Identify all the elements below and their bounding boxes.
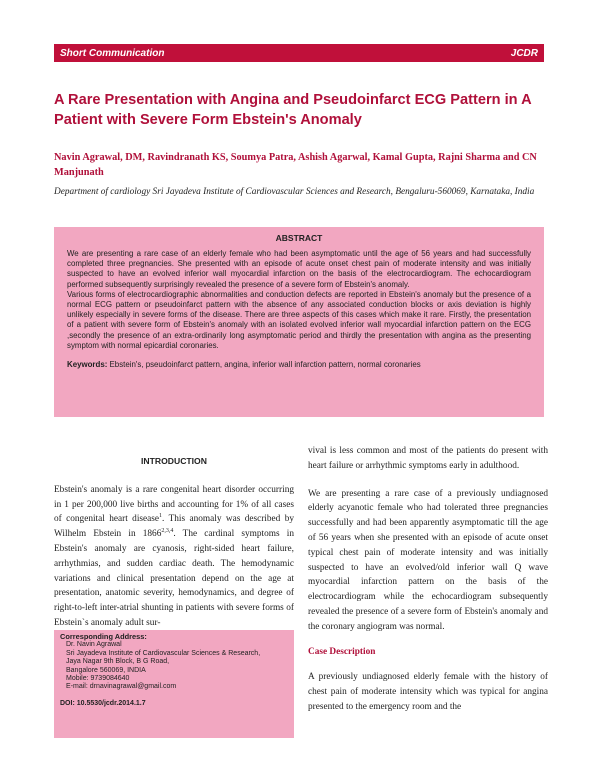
correspondence-line: Sri Jayadeva Institute of Cardiovascular Sciences & Research, <box>66 649 261 657</box>
citation-2: 2,3,4 <box>161 528 174 535</box>
correspondence-box <box>54 630 294 738</box>
affiliation: Department of cardiology Sri Jayadeva Institute of Cardiovascular Sciences and Research, Bengaluru-560069, Karnataka, India <box>54 187 535 197</box>
keywords-text: Ebstein's, pseudoinfarct pattern, angina, inferior wall infarction pattern, normal coronaries <box>109 360 421 370</box>
correspondence-line: Dr. Navin Agrawal <box>66 641 122 649</box>
correspondence-heading: Corresponding Address: <box>60 632 147 641</box>
case-description-heading: Case Description <box>308 646 376 657</box>
right-column <box>308 444 548 715</box>
case-summary-paragraph: We are presenting a rare case of a previously undiagnosed elderly acyanotic female who had tolerated three pregnancies successfully and had been apparently asymptomatic till the age of 56 years when she presented with an episode of acute onset typical chest pain of moderate intensity and was initially suspected to have an evolved/old inferior wall Q wave myocardial infarction pattern on the basis of the electrocardiogram while the echocardiogram subsequently revealed the presence of a severe form of Ebstein's anomaly and the coronary angiogram was normal. <box>308 488 548 632</box>
introduction-heading: INTRODUCTION <box>141 456 207 466</box>
introduction-paragraph <box>54 483 294 631</box>
author-list: Navin Agrawal, DM, Ravindranath KS, Soumya Patra, Ashish Agarwal, Kamal Gupta, Rajni Sharma and CN Manjunath <box>54 152 537 178</box>
citation-1: 1 <box>159 513 163 520</box>
keywords <box>67 360 531 370</box>
journal-name: JCDR <box>510 47 538 59</box>
correspondence-line: Mobile: 9739084640 <box>66 675 130 683</box>
keywords-label: Keywords: <box>67 360 108 370</box>
intro-continuation: vival is less common and most of the patients do present with heart failure or arrhythmic symptoms early in adulthood. <box>308 446 548 471</box>
abstract-paragraph-2: Various forms of electrocardiographic abnormalities and conduction defects are reported in Ebstein's anomaly but the presence of a normal ECG pattern or pseudoinfarct pattern with the absence of any associated conduction blocks or axis deviation is highly unlikely especially in severe forms of the disease. There are three aspects of this cases which make it rare. Firstly, the presentation of a patient with severe form of Ebstein's anomaly with an isolated evolved inferior wall myocardial infarction pattern on the ECG ,secondly the presence of an extra-ordinarily long asymptomatic period and thirdly the presentation with angina as the presenting symptom with normal epicardial coronaries. <box>67 289 531 350</box>
correspondence-line: Jaya Nagar 9th Block, B G Road, <box>66 658 170 666</box>
case-description-paragraph: A previously undiagnosed elderly female with the history of chest pain of moderate intensity which was typical for angina presented to the emergency room and the <box>308 672 548 712</box>
intro-text-b: . This anomaly was described by Wilhelm Ebstein in 1866 <box>54 514 294 540</box>
abstract-heading: ABSTRACT <box>275 233 323 243</box>
left-column <box>54 440 294 631</box>
article-type: Short Communication <box>60 47 165 59</box>
journal-banner <box>54 44 544 62</box>
article-title: A Rare Presentation with Angina and Pseudoinfarct ECG Pattern in A Patient with Severe Form Ebstein's Anomaly <box>54 92 532 128</box>
intro-text-a: Ebstein's anomaly is a rare congenital heart disorder occurring in 1 per 200,000 live births and accounting for 1% of all cases of congenital heart disease <box>54 484 294 525</box>
correspondence-email: E-mail: drnavinagrawal@gmail.com <box>66 683 177 691</box>
abstract-box <box>54 227 544 417</box>
abstract-paragraph-1: We are presenting a rare case of an elderly female who had been asymptomatic until the age of 56 years and had successfully completed three pregnancies. She presented with an episode of acute onset chest pain of moderate intensity and was initially suspected to have an evolved inferior wall myocardial infarction on the basis of the electrocardiogram. The echocardiogram performed subsequently surprisingly revealed the presence of a severe form of Ebstein's anomaly. <box>67 249 531 289</box>
doi: DOI: 10.5530/jcdr.2014.1.7 <box>60 699 146 707</box>
intro-text-c: . The cardinal symptoms in Ebstein's anomaly are cyanosis, right-sided heart failure, arrhythmias, and sudden cardiac death. The hemodynamic variations and clinical presentation depend on the age at presentation, anatomic severity, hemodynamics, and degree of right-to-left inter-atrial shunting in patients with severe forms of Ebstein`s anomaly adult sur- <box>54 529 295 628</box>
correspondence-line: Bangalore 560069, INDIA <box>66 666 146 674</box>
